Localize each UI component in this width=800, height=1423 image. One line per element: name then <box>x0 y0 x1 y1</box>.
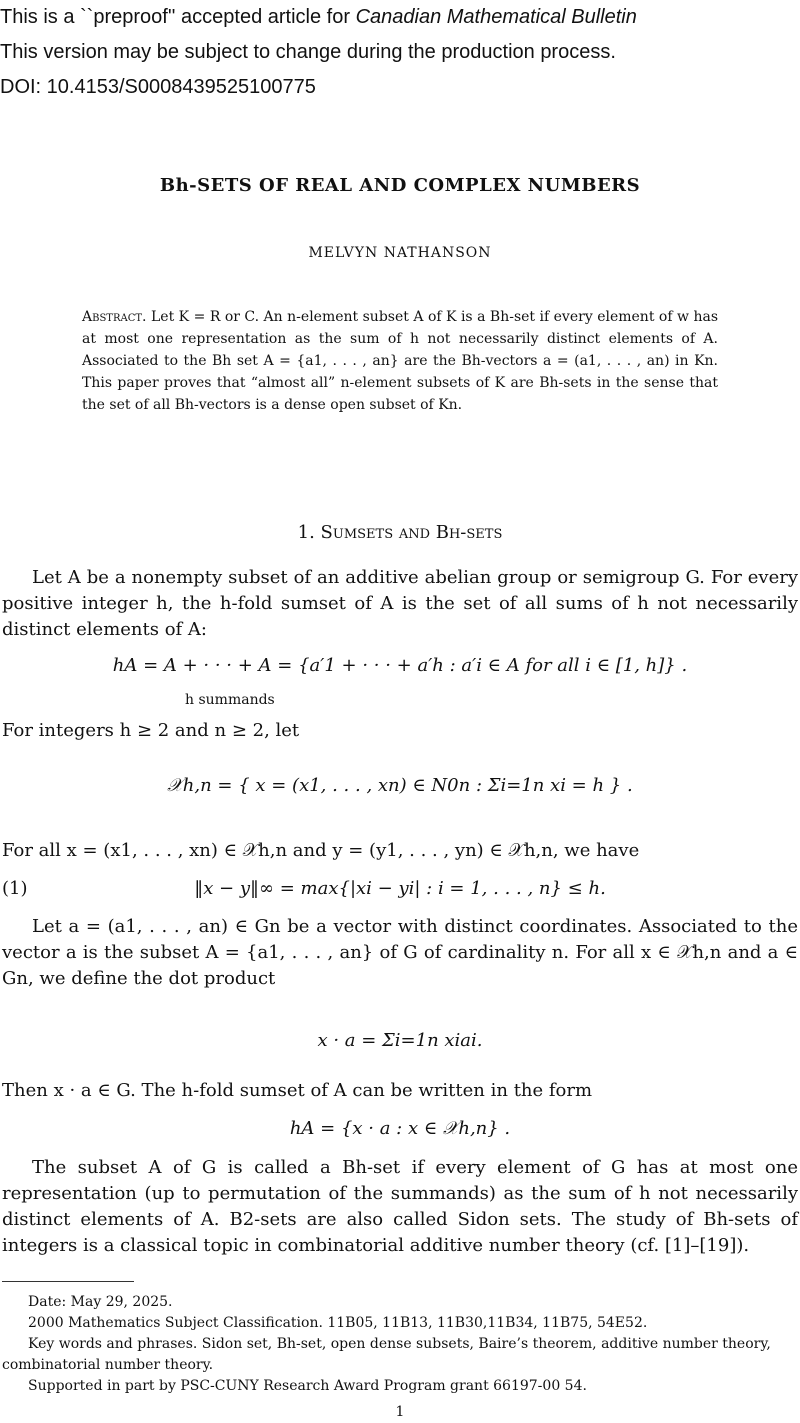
footnote-keywords: Key words and phrases. Sidon set, Bh-set, open dense subsets, Baire’s theorem, additive number theory, combinatorial number theory. <box>2 1336 771 1373</box>
paragraph-2: For integers h ≥ 2 and n ≥ 2, let <box>2 720 300 741</box>
paper-title: Bh-SETS OF REAL AND COMPLEX NUMBERS <box>159 175 641 196</box>
footnote-date: Date: May 29, 2025. <box>28 1294 173 1310</box>
footnote-msc: 2000 Mathematics Subject Classification. 11B05, 11B13, 11B30,11B34, 11B75, 54E52. <box>28 1315 648 1331</box>
equation-sumset: hA = A + · · · + A = {a′1 + · · · + a′h : a′i ∈ A for all i ∈ [1, h]} . <box>112 655 688 676</box>
paragraph-4: Let a = (a1, . . . , an) ∈ Gn be a vector with distinct coordinates. Associated to the vector a is the subset A = {a1, . . . , an} of G of cardinality n. For all x ∈ 𝒳h,n and a ∈ Gn, we define the dot product <box>2 916 798 989</box>
page-number: 1 <box>395 1404 405 1420</box>
abstract-label: Abstract. <box>82 309 147 325</box>
banner-line-1: This is a ``preproof'' accepted article for Canadian Mathematical Bulletin <box>0 6 637 28</box>
brace-label: h summands <box>185 692 275 708</box>
banner-line-3: DOI: 10.4153/S0008439525100775 <box>0 76 316 98</box>
paragraph-3: For all x = (x1, . . . , xn) ∈ 𝒳h,n and y = (y1, . . . , yn) ∈ 𝒳h,n, we have <box>2 840 640 861</box>
footnotes <box>2 1292 798 1397</box>
footnote-support: Supported in part by PSC-CUNY Research Award Program grant 66197-00 54. <box>28 1378 587 1394</box>
equation-X: 𝒳h,n = { x = (x1, . . . , xn) ∈ N0n : Σi=1n xi = h } . <box>167 775 633 796</box>
preproof-banner <box>0 0 800 105</box>
equation-1: ‖x − y‖∞ = max{|xi − yi| : i = 1, . . . , n} ≤ h. <box>194 878 606 899</box>
abstract <box>82 306 718 416</box>
section-heading: 1. Sumsets and Bh-sets <box>297 522 503 543</box>
equation-hA: hA = {x · a : x ∈ 𝒳h,n} . <box>289 1118 511 1139</box>
paragraph-6: The subset A of G is called a Bh-set if every element of G has at most one representation (up to permutation of the summands) as the sum of h not necessarily distinct elements of A. B2-sets are also called Sidon sets. The study of Bh-sets of integers is a classical topic in combinatorial additive number theory (cf. [1]–[19]). <box>2 1157 798 1256</box>
banner-line-2: This version may be subject to change during the production process. <box>0 41 616 63</box>
author: MELVYN NATHANSON <box>308 245 492 261</box>
footnote-rule <box>2 1281 134 1282</box>
equation-dot: x · a = Σi=1n xiai. <box>317 1030 483 1051</box>
abstract-text: Let K = R or C. An n-element subset A of K is a Bh-set if every element of w has at most one representation as the sum of h not necessarily distinct elements of A. Associated to the Bh set A = {a1, . . . , an} are the Bh-vectors a = (a1, . . . , an) in Kn. This paper proves that “almost all” n-element subsets of K are Bh-sets in the sense that the set of all Bh-vectors is a dense open subset of Kn. <box>82 309 719 413</box>
paragraph-1: Let A be a nonempty subset of an additive abelian group or semigroup G. For every positive integer h, the h-fold sumset of A is the set of all sums of h not necessarily distinct elements of A: <box>2 567 798 640</box>
equation-1-label: (1) <box>2 878 28 899</box>
paragraph-5: Then x · a ∈ G. The h-fold sumset of A can be written in the form <box>2 1080 593 1101</box>
